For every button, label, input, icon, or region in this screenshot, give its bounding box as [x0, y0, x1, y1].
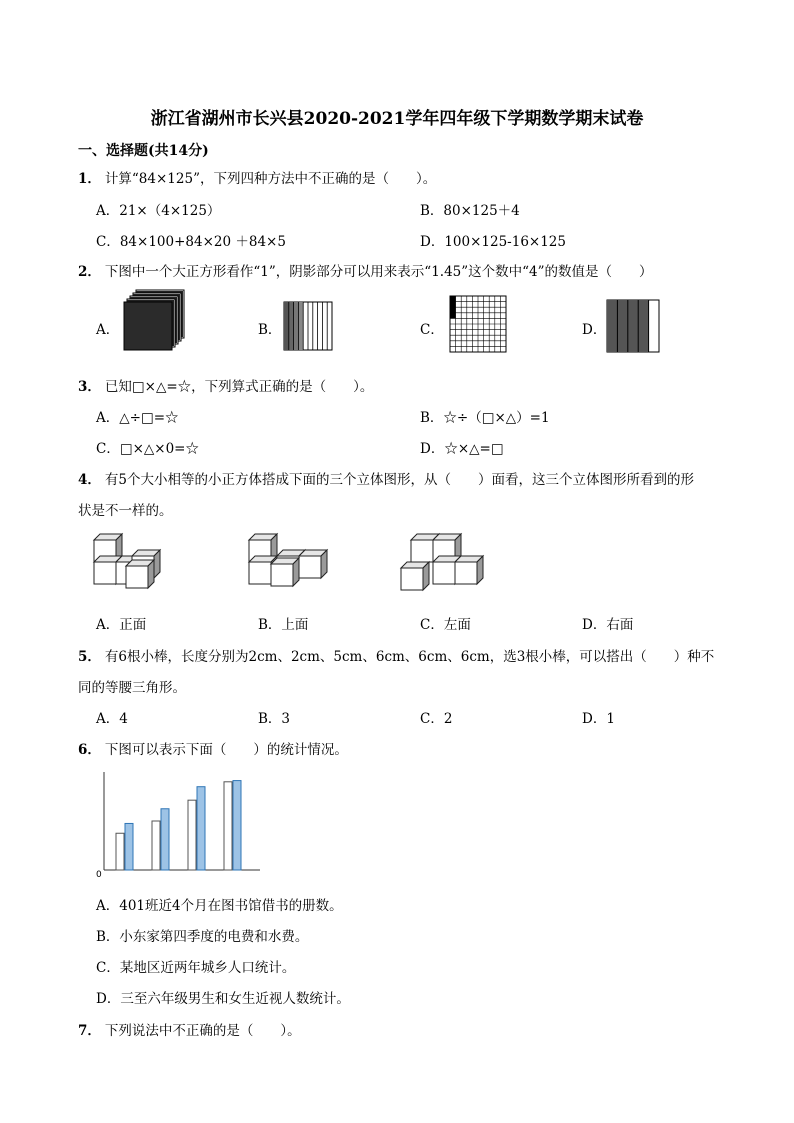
q3-option-c: C．□×△×0=☆ — [96, 441, 199, 457]
q4-option-b: B．上面 — [258, 617, 309, 633]
cube — [455, 556, 483, 584]
cube — [401, 562, 429, 590]
q4-option-d: D．右面 — [582, 617, 634, 633]
question-text: 下列说法中不正确的是（ ）。 — [104, 1023, 301, 1039]
bar-white-2 — [152, 821, 160, 870]
q2-option-a: A． — [96, 322, 120, 338]
cube — [126, 560, 154, 588]
q6-option-c: C．某地区近两年城乡人口统计。 — [96, 960, 296, 976]
q6-option-b: B．小东家第四季度的电费和水费。 — [96, 929, 309, 945]
bar-blue-1 — [125, 823, 133, 870]
stacked-squares-figure — [124, 290, 184, 360]
question-4 — [78, 468, 694, 488]
page-title: 浙江省湖州市长兴县2020-2021学年四年级下学期数学期末试卷 — [150, 109, 644, 129]
bar-chart — [92, 766, 267, 881]
q1-option-c: C．84×100+84×20 ＋84×5 — [96, 234, 286, 250]
question-text-continued: 状是不一样的。 — [78, 503, 173, 519]
bar-blue-2 — [161, 809, 169, 870]
question-number: 7． — [78, 1023, 101, 1039]
question-text: 有6根小棒，长度分别为2cm、2cm、5cm、6cm、6cm、6cm，选3根小棒，可以搭出（ ）种不 — [104, 649, 715, 665]
shaded-strips-figure — [607, 300, 659, 352]
q2-option-d: D． — [582, 322, 607, 338]
q5-option-c: C．2 — [420, 711, 453, 727]
question-number: 3． — [78, 379, 101, 395]
question-5 — [78, 645, 714, 665]
bar-white-4 — [224, 782, 232, 870]
q5-option-a: A．4 — [96, 711, 128, 727]
q3-option-b: B．☆÷（□×△）=1 — [420, 410, 550, 426]
question-text: 已知□×△=☆，下列算式正确的是（ ）。 — [104, 379, 374, 395]
section-heading: 一、选择题(共14分) — [78, 143, 209, 159]
question-text: 有5个大小相等的小正方体搭成下面的三个立体图形，从（ ）面看，这三个立体图形所看到的形 — [104, 472, 694, 488]
cube-figure-b — [247, 532, 327, 597]
cube — [271, 558, 299, 586]
q5-option-b: B．3 — [258, 711, 291, 727]
q6-option-a: A．401班近4个月在图书馆借书的册数。 — [96, 898, 343, 914]
question-number: 5． — [78, 649, 101, 665]
question-number: 1． — [78, 171, 101, 187]
q6-option-d: D．三至六年级男生和女生近视人数统计。 — [96, 991, 350, 1007]
cube-figure-a — [92, 532, 172, 597]
q1-option-a: A．21×（4×125） — [96, 203, 221, 219]
question-number: 4． — [78, 472, 101, 488]
q2-option-c: C． — [420, 322, 444, 338]
question-text-continued: 同的等腰三角形。 — [78, 680, 186, 696]
hundred-grid-figure — [450, 296, 506, 352]
bar-blue-4 — [233, 781, 241, 870]
q3-option-a: A．△÷□=☆ — [96, 410, 179, 426]
q1-option-b: B．80×125＋4 — [420, 203, 520, 219]
bar-white-1 — [116, 833, 124, 870]
q1-option-d: D．100×125-16×125 — [420, 234, 566, 250]
bar-white-3 — [188, 800, 196, 870]
question-number: 2． — [78, 264, 101, 280]
question-number: 6． — [78, 742, 101, 758]
question-text: 计算“84×125”，下列四种方法中不正确的是（ ）。 — [104, 171, 437, 187]
q4-option-a: A．正面 — [96, 617, 147, 633]
question-text: 下图可以表示下面（ ）的统计情况。 — [104, 742, 348, 758]
question-7 — [78, 1019, 301, 1039]
cube — [299, 550, 327, 578]
bar-blue-3 — [197, 787, 205, 870]
q2-option-b: B． — [258, 322, 282, 338]
q5-option-d: D．1 — [582, 711, 615, 727]
q3-option-d: D．☆×△=□ — [420, 441, 504, 457]
q4-option-c: C．左面 — [420, 617, 471, 633]
question-1 — [78, 167, 436, 187]
question-3 — [78, 375, 373, 395]
strip-square-figure — [284, 302, 332, 350]
cube-figure-c — [399, 532, 489, 597]
question-6 — [78, 738, 348, 758]
origin-label: 0 — [96, 870, 102, 880]
question-2 — [78, 260, 653, 280]
question-text: 下图中一个大正方形看作“1”，阴影部分可以用来表示“1.45”这个数中“4”的数值是（ ） — [104, 264, 653, 280]
